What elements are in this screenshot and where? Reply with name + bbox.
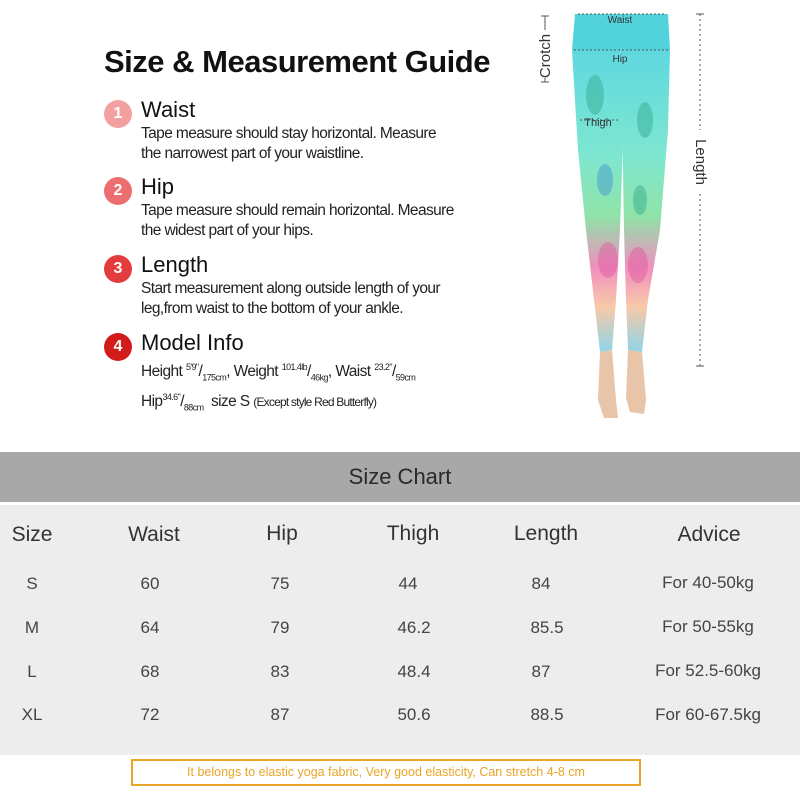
length-marker-label: Length <box>692 139 709 185</box>
step-heading: Hip <box>141 174 175 199</box>
waist-cm: 59cm <box>395 372 416 383</box>
step-description <box>141 124 436 164</box>
table-cell-size: M <box>24 618 40 637</box>
table-cell-thigh: 50.6 <box>397 705 431 724</box>
waist-marker-label: Waist <box>607 15 633 26</box>
table-cell-length: 84 <box>531 574 551 593</box>
height-label: Height <box>141 363 183 381</box>
hip-label: Hip <box>141 393 163 411</box>
desc-line: leg,from waist to the bottom of your ankle. <box>141 300 403 317</box>
table-cell-advice: For 40-50kg <box>662 573 754 592</box>
hip-in: 34.6" <box>162 392 181 403</box>
desc-line: Tape measure should stay horizontal. Measure <box>141 125 436 142</box>
table-cell-advice: For 50-55kg <box>662 617 754 636</box>
model-hip-size-line: $Hip^{34.6"}/_{88cm}$ size S (Except style Red Butterfly) <box>141 392 377 413</box>
desc-line: Tape measure should remain horizontal. Measure <box>141 202 454 219</box>
thigh-marker-label: Thigh <box>584 117 612 129</box>
table-cell-hip: 87 <box>270 705 290 724</box>
weight-kg: 46kg <box>310 372 328 383</box>
size-chart-table <box>0 505 800 755</box>
step-number-badge: 4 <box>104 333 132 361</box>
fabric-note-text: It belongs to elastic yoga fabric, Very good elasticity, Can stretch 4-8 cm <box>187 765 585 779</box>
table-cell-size: XL <box>21 705 43 724</box>
waist-label: Waist <box>335 363 371 381</box>
weight-label: Weight <box>233 363 278 381</box>
table-cell-thigh: 48.4 <box>397 662 431 681</box>
table-cell-length: 88.5 <box>530 705 564 724</box>
desc-line: the widest part of your hips. <box>141 222 314 239</box>
col-header-size: Size <box>11 523 53 546</box>
table-cell-hip: 83 <box>270 662 290 681</box>
table-cell-size: S <box>26 574 38 593</box>
col-header-hip: Hip <box>266 522 298 545</box>
fabric-note-box <box>131 759 641 786</box>
col-header-thigh: Thigh <box>386 522 440 545</box>
col-header-length: Length <box>513 522 579 545</box>
step-heading: Waist <box>141 97 196 122</box>
step-heading: Length <box>141 252 209 277</box>
table-cell-hip: 79 <box>270 618 290 637</box>
step-number-badge: 3 <box>104 255 132 283</box>
waist-in: 23.2" <box>374 362 392 372</box>
hip-marker-label: Hip <box>612 54 628 65</box>
table-cell-waist: 68 <box>140 662 160 681</box>
size-chart-title: Size Chart <box>348 464 452 489</box>
table-cell-advice: For 60-67.5kg <box>655 705 761 724</box>
weight-lb: 101.4lb <box>281 362 308 372</box>
model-measurements-line: Height $^{5'9"}/_{175cm}$, Weight $^{101.4lb}/_{46kg}$, Waist $^{23.2"}/_{59cm}$ <box>141 362 416 383</box>
leggings-model-photo <box>520 0 750 425</box>
table-cell-length: 85.5 <box>530 618 564 637</box>
table-cell-hip: 75 <box>270 574 290 593</box>
crotch-marker-label: Crotch <box>537 33 554 79</box>
height-cm: 175cm <box>202 372 227 383</box>
step-heading: Model Info <box>141 330 244 355</box>
col-header-waist: Waist <box>128 523 180 546</box>
table-cell-thigh: 44 <box>398 574 418 593</box>
table-cell-waist: 72 <box>140 705 160 724</box>
step-description <box>141 201 454 241</box>
step-number-badge: 1 <box>104 100 132 128</box>
table-cell-waist: 60 <box>140 574 160 593</box>
model-info-text <box>141 357 415 418</box>
desc-line: the narrowest part of your waistline. <box>141 145 364 162</box>
table-cell-thigh: 46.2 <box>397 618 431 637</box>
height-ft: 5'9" <box>185 362 199 372</box>
right-foot-shape <box>626 350 646 414</box>
table-cell-length: 87 <box>531 662 551 681</box>
desc-line: Start measurement along outside length of your <box>141 280 440 297</box>
step-number-badge: 2 <box>104 177 132 205</box>
model-size: size S <box>210 393 250 411</box>
left-foot-shape <box>598 350 618 418</box>
hip-cm: 88cm <box>183 402 204 413</box>
table-cell-advice: For 52.5-60kg <box>655 661 761 680</box>
step-description <box>141 279 440 319</box>
col-header-advice: Advice <box>677 523 741 546</box>
guide-title: Size & Measurement Guide <box>104 44 490 79</box>
table-cell-size: L <box>27 662 37 681</box>
table-cell-waist: 64 <box>140 618 160 637</box>
model-size-note: (Except style Red Butterfly) <box>253 395 377 410</box>
